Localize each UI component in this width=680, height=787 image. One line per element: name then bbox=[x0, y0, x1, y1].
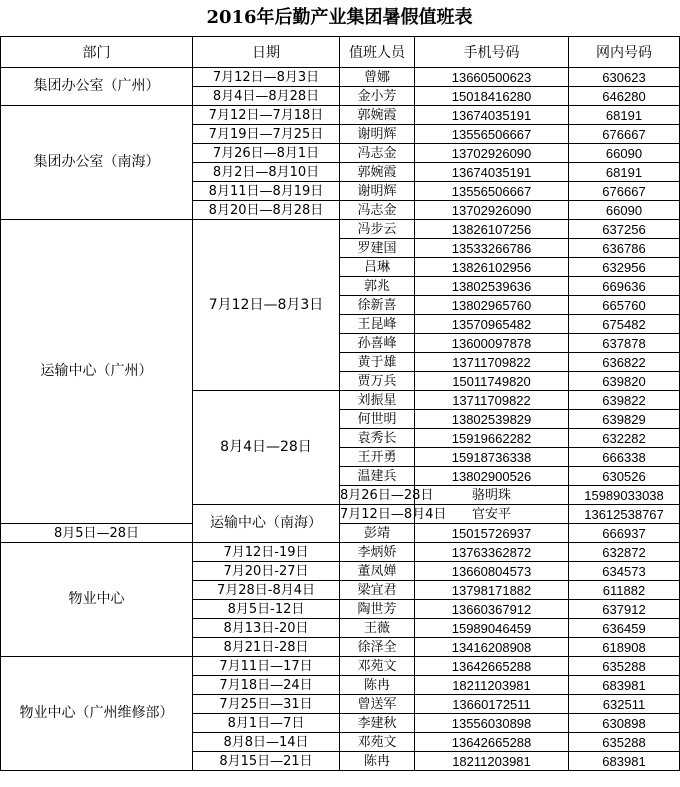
date-cell: 8月13日-20日 bbox=[193, 619, 340, 638]
mobile-number-cell: 13642665288 bbox=[415, 657, 569, 676]
department-cell: 物业中心（广州维修部） bbox=[1, 657, 193, 771]
short-number-cell: 636459 bbox=[569, 619, 680, 638]
mobile-number-cell: 13660367912 bbox=[415, 600, 569, 619]
mobile-number-cell: 13702926090 bbox=[415, 144, 569, 163]
short-number-cell: 637878 bbox=[569, 334, 680, 353]
mobile-number-cell: 13798171882 bbox=[415, 581, 569, 600]
table-title: 2016年后勤产业集团暑假值班表 bbox=[206, 7, 473, 28]
table-row bbox=[1, 106, 680, 125]
date-cell: 7月11日—17日 bbox=[193, 657, 340, 676]
staff-name-cell: 何世明 bbox=[340, 410, 415, 429]
department-cell: 运输中心（广州） bbox=[1, 220, 193, 524]
staff-name-cell: 骆明珠 bbox=[415, 486, 569, 505]
table-row bbox=[1, 68, 680, 87]
date-cell: 7月26日—8月1日 bbox=[193, 144, 340, 163]
mobile-number-cell: 15989046459 bbox=[415, 619, 569, 638]
short-number-cell: 683981 bbox=[569, 676, 680, 695]
short-number-cell: 632282 bbox=[569, 429, 680, 448]
staff-name-cell: 陈冉 bbox=[340, 676, 415, 695]
table-row bbox=[1, 524, 680, 543]
header-department: 部门 bbox=[1, 37, 193, 68]
short-number-cell: 632872 bbox=[569, 543, 680, 562]
staff-name-cell: 郭婉霞 bbox=[340, 106, 415, 125]
staff-name-cell: 王昆峰 bbox=[340, 315, 415, 334]
header-date: 日期 bbox=[193, 37, 340, 68]
staff-name-cell: 刘振星 bbox=[340, 391, 415, 410]
date-cell: 8月21日-28日 bbox=[193, 638, 340, 657]
mobile-number-cell: 15989033038 bbox=[569, 486, 680, 505]
date-cell: 8月26日—28日 bbox=[340, 487, 434, 503]
date-cell: 7月25日—31日 bbox=[193, 695, 340, 714]
department-cell: 运输中心（南海） bbox=[193, 505, 340, 543]
header-short-number: 网内号码 bbox=[569, 37, 680, 68]
mobile-number-cell: 13556030898 bbox=[415, 714, 569, 733]
short-number-cell: 634573 bbox=[569, 562, 680, 581]
staff-name-cell: 郭兆 bbox=[340, 277, 415, 296]
short-number-cell: 639820 bbox=[569, 372, 680, 391]
mobile-number-cell: 13711709822 bbox=[415, 391, 569, 410]
header-row bbox=[1, 37, 680, 68]
staff-name-cell: 黄于雄 bbox=[340, 353, 415, 372]
date-cell: 7月12日—8月3日 bbox=[193, 220, 340, 391]
department-cell: 集团办公室（广州） bbox=[1, 68, 193, 106]
mobile-number-cell: 15011749820 bbox=[415, 372, 569, 391]
mobile-number-cell: 18211203981 bbox=[415, 752, 569, 771]
staff-name-cell: 李建秋 bbox=[340, 714, 415, 733]
staff-name-cell: 彭靖 bbox=[340, 524, 415, 543]
short-number-cell: 68191 bbox=[569, 163, 680, 182]
mobile-number-cell: 13660172511 bbox=[415, 695, 569, 714]
staff-name-cell: 吕琳 bbox=[340, 258, 415, 277]
short-number-cell: 669636 bbox=[569, 277, 680, 296]
staff-name-cell: 王开勇 bbox=[340, 448, 415, 467]
mobile-number-cell: 18211203981 bbox=[415, 676, 569, 695]
staff-name-cell: 陈冉 bbox=[340, 752, 415, 771]
date-cell: 8月4日—8月28日 bbox=[193, 87, 340, 106]
staff-name-cell: 徐泽全 bbox=[340, 638, 415, 657]
staff-name-cell: 郭婉霞 bbox=[340, 163, 415, 182]
date-cell: 8月5日-12日 bbox=[193, 600, 340, 619]
staff-name-cell: 温建兵 bbox=[340, 467, 415, 486]
short-number-cell: 66090 bbox=[569, 144, 680, 163]
short-number-cell: 611882 bbox=[569, 581, 680, 600]
mobile-number-cell: 15918736338 bbox=[415, 448, 569, 467]
date-cell: 8月2日—8月10日 bbox=[193, 163, 340, 182]
date-cell: 7月19日—7月25日 bbox=[193, 125, 340, 144]
staff-name-cell: 袁秀长 bbox=[340, 429, 415, 448]
short-number-cell: 630526 bbox=[569, 467, 680, 486]
mobile-number-cell: 13763362872 bbox=[415, 543, 569, 562]
short-number-cell: 68191 bbox=[569, 106, 680, 125]
mobile-number-cell: 13674035191 bbox=[415, 163, 569, 182]
date-cell: 8月8日—14日 bbox=[193, 733, 340, 752]
short-number-cell: 635288 bbox=[569, 733, 680, 752]
date-cell: 8月20日—8月28日 bbox=[193, 201, 340, 220]
mobile-number-cell: 13802539636 bbox=[415, 277, 569, 296]
department-cell: 集团办公室（南海） bbox=[1, 106, 193, 220]
short-number-cell: 636822 bbox=[569, 353, 680, 372]
staff-name-cell: 邓苑文 bbox=[340, 657, 415, 676]
mobile-number-cell: 13802900526 bbox=[415, 467, 569, 486]
mobile-number-cell: 13642665288 bbox=[415, 733, 569, 752]
mobile-number-cell: 13556506667 bbox=[415, 182, 569, 201]
short-number-cell: 636786 bbox=[569, 239, 680, 258]
short-number-cell: 676667 bbox=[569, 182, 680, 201]
header-mobile: 手机号码 bbox=[415, 37, 569, 68]
staff-name-cell: 孙喜峰 bbox=[340, 334, 415, 353]
staff-name-cell: 罗建国 bbox=[340, 239, 415, 258]
staff-name-cell: 梁宜君 bbox=[340, 581, 415, 600]
staff-name-cell: 王薇 bbox=[340, 619, 415, 638]
staff-name-cell: 金小芳 bbox=[340, 87, 415, 106]
staff-name-cell: 李炳娇 bbox=[340, 543, 415, 562]
staff-name-cell: 谢明辉 bbox=[340, 125, 415, 144]
header-staff: 值班人员 bbox=[340, 37, 415, 68]
mobile-number-cell: 13802539829 bbox=[415, 410, 569, 429]
staff-name-cell: 冯志金 bbox=[340, 201, 415, 220]
short-number-cell: 666937 bbox=[569, 524, 680, 543]
mobile-number-cell: 15919662282 bbox=[415, 429, 569, 448]
mobile-number-cell: 13612538767 bbox=[569, 505, 680, 524]
staff-name-cell: 冯步云 bbox=[340, 220, 415, 239]
date-cell: 7月12日—7月18日 bbox=[193, 106, 340, 125]
short-number-cell: 675482 bbox=[569, 315, 680, 334]
staff-name-cell: 董凤婵 bbox=[340, 562, 415, 581]
short-number-cell: 683981 bbox=[569, 752, 680, 771]
short-number-cell: 637256 bbox=[569, 220, 680, 239]
date-cell: 8月15日—21日 bbox=[193, 752, 340, 771]
mobile-number-cell: 13570965482 bbox=[415, 315, 569, 334]
mobile-number-cell: 15015726937 bbox=[415, 524, 569, 543]
date-cell: 7月28日-8月4日 bbox=[193, 581, 340, 600]
staff-name-cell: 陶世芳 bbox=[340, 600, 415, 619]
short-number-cell: 632956 bbox=[569, 258, 680, 277]
short-number-cell: 665760 bbox=[569, 296, 680, 315]
date-cell: 8月5日—28日 bbox=[1, 524, 193, 543]
staff-name-cell: 邓苑文 bbox=[340, 733, 415, 752]
mobile-number-cell: 13533266786 bbox=[415, 239, 569, 258]
mobile-number-cell: 13826102956 bbox=[415, 258, 569, 277]
mobile-number-cell: 13702926090 bbox=[415, 201, 569, 220]
short-number-cell: 676667 bbox=[569, 125, 680, 144]
staff-name-cell: 谢明辉 bbox=[340, 182, 415, 201]
short-number-cell: 639822 bbox=[569, 391, 680, 410]
department-cell: 物业中心 bbox=[1, 543, 193, 657]
mobile-number-cell: 13556506667 bbox=[415, 125, 569, 144]
mobile-number-cell: 13660500623 bbox=[415, 68, 569, 87]
mobile-number-cell: 13674035191 bbox=[415, 106, 569, 125]
staff-name-cell: 冯志金 bbox=[340, 144, 415, 163]
date-cell: 8月4日—28日 bbox=[193, 391, 340, 505]
short-number-cell: 639829 bbox=[569, 410, 680, 429]
date-cell: 7月12日-19日 bbox=[193, 543, 340, 562]
table-row bbox=[1, 543, 680, 562]
staff-name-cell: 官安平 bbox=[415, 505, 569, 524]
short-number-cell: 646280 bbox=[569, 87, 680, 106]
mobile-number-cell: 13802965760 bbox=[415, 296, 569, 315]
date-cell: 7月20日-27日 bbox=[193, 562, 340, 581]
mobile-number-cell: 13826107256 bbox=[415, 220, 569, 239]
date-cell: 7月12日—8月3日 bbox=[193, 68, 340, 87]
mobile-number-cell: 13416208908 bbox=[415, 638, 569, 657]
short-number-cell: 66090 bbox=[569, 201, 680, 220]
staff-name-cell: 曾娜 bbox=[340, 68, 415, 87]
staff-name-cell: 曾送军 bbox=[340, 695, 415, 714]
short-number-cell: 630898 bbox=[569, 714, 680, 733]
short-number-cell: 635288 bbox=[569, 657, 680, 676]
short-number-cell: 632511 bbox=[569, 695, 680, 714]
table-row bbox=[1, 657, 680, 676]
short-number-cell: 637912 bbox=[569, 600, 680, 619]
table-row bbox=[1, 220, 680, 239]
date-cell: 8月11日—8月19日 bbox=[193, 182, 340, 201]
duty-schedule-table bbox=[0, 36, 680, 771]
date-cell: 8月1日—7日 bbox=[193, 714, 340, 733]
short-number-cell: 666338 bbox=[569, 448, 680, 467]
short-number-cell: 618908 bbox=[569, 638, 680, 657]
staff-name-cell: 贾万兵 bbox=[340, 372, 415, 391]
date-cell: 7月12日—8月4日 bbox=[340, 506, 447, 522]
mobile-number-cell: 13660804573 bbox=[415, 562, 569, 581]
short-number-cell: 630623 bbox=[569, 68, 680, 87]
mobile-number-cell: 13711709822 bbox=[415, 353, 569, 372]
date-cell: 7月18日—24日 bbox=[193, 676, 340, 695]
mobile-number-cell: 15018416280 bbox=[415, 87, 569, 106]
mobile-number-cell: 13600097878 bbox=[415, 334, 569, 353]
staff-name-cell: 徐新喜 bbox=[340, 296, 415, 315]
table-body bbox=[1, 68, 680, 771]
